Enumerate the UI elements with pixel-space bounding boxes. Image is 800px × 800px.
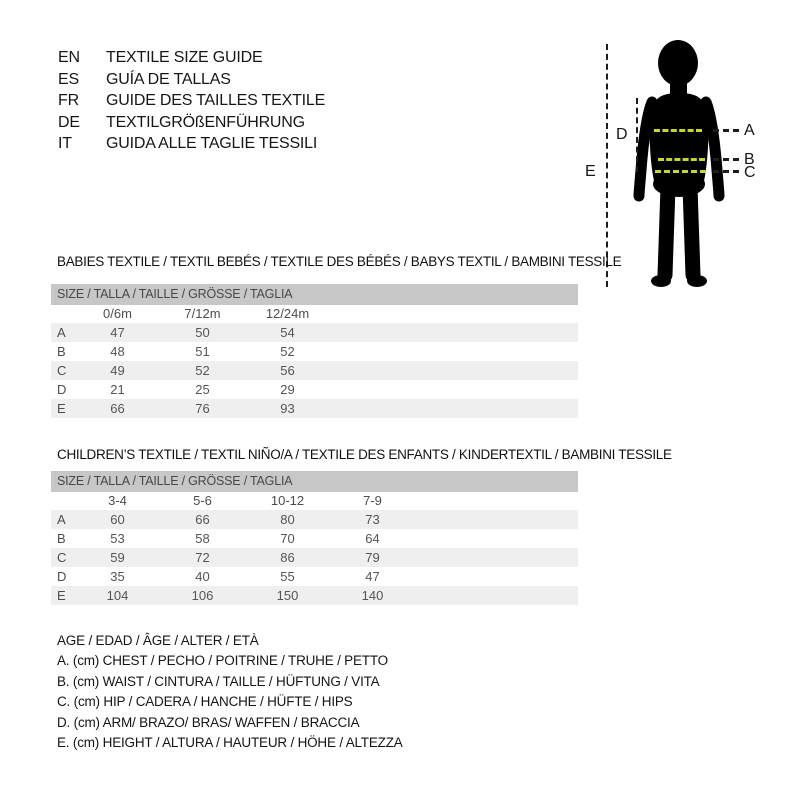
cell: 29 (280, 382, 295, 397)
legend-line-age: AGE / EDAD / ÂGE / ALTER / ETÀ (57, 633, 259, 648)
table-row (51, 361, 578, 380)
babies-size-table (51, 284, 578, 418)
cell: 53 (110, 531, 125, 546)
lang-code: ES (58, 70, 79, 88)
column-header: 7/12m (184, 306, 221, 321)
lang-code: EN (58, 49, 80, 66)
cell: 73 (365, 512, 380, 527)
table-row (51, 342, 578, 361)
cell: 52 (195, 363, 210, 378)
arm-measure-line (636, 98, 638, 172)
lang-row-es (58, 71, 325, 93)
legend-line-hip: C. (cm) HIP / CADERA / HANCHE / HÜFTE / HIPS (57, 694, 353, 710)
column-header: 3-4 (108, 493, 127, 508)
row-label: E (57, 401, 66, 416)
row-label: C (57, 550, 67, 565)
cell: 60 (110, 512, 125, 527)
lang-row-de (58, 114, 325, 136)
row-label: C (57, 363, 67, 378)
empty-cell (51, 492, 75, 510)
row-label: A (57, 512, 66, 527)
table-row (51, 548, 578, 567)
cell: 70 (280, 531, 295, 546)
column-header: 7-9 (363, 493, 382, 508)
cell: 104 (106, 588, 129, 603)
children-size-table (51, 471, 578, 605)
legend-line-waist: B. (cm) WAIST / CINTURA / TAILLE / HÜFTUNG / VITA (57, 673, 380, 689)
lang-row-fr (58, 92, 325, 114)
cell: 47 (365, 569, 380, 584)
lang-title: GUÍA DE TALLAS (106, 70, 231, 88)
height-measure-line (606, 44, 608, 287)
table-row (51, 380, 578, 399)
cell: 25 (195, 382, 210, 397)
lang-title: TEXTILGRÖßENFÜHRUNG (106, 113, 305, 131)
row-label: B (57, 531, 66, 546)
lang-code: FR (58, 92, 79, 109)
cell: 47 (110, 325, 125, 340)
legend-line-height: E. (cm) HEIGHT / ALTURA / HAUTEUR / HÖHE / ALTEZZA (57, 735, 403, 751)
cell: 86 (280, 550, 295, 565)
table-row (51, 529, 578, 548)
waist-pointer-line (713, 158, 739, 161)
cell: 51 (195, 344, 210, 359)
cell: 72 (195, 550, 210, 565)
babies-column-headers (51, 305, 578, 323)
waist-measure-line (658, 158, 705, 161)
hip-measure-line (655, 170, 706, 173)
row-label: A (57, 325, 66, 340)
label-arm-D: D (616, 126, 628, 143)
row-label: E (57, 588, 66, 603)
cell: 79 (365, 550, 380, 565)
empty-cell (51, 305, 75, 323)
table-row (51, 399, 578, 418)
cell: 40 (195, 569, 210, 584)
column-header: 12/24m (265, 306, 310, 321)
babies-size-header: SIZE / TALLA / TAILLE / GRÖSSE / TAGLIA (51, 284, 578, 305)
cell: 49 (110, 363, 125, 378)
cell: 66 (195, 512, 210, 527)
cell: 64 (365, 531, 380, 546)
cell: 56 (280, 363, 295, 378)
row-label: D (57, 569, 67, 584)
legend-line-chest: A. (cm) CHEST / PECHO / POITRINE / TRUHE / PETTO (57, 653, 388, 669)
chest-measure-line (654, 129, 702, 132)
row-label: D (57, 382, 67, 397)
table-row (51, 510, 578, 529)
child-silhouette-icon (598, 35, 758, 290)
cell: 66 (110, 401, 125, 416)
row-label: B (57, 344, 66, 359)
cell: 76 (195, 401, 210, 416)
cell: 54 (280, 325, 295, 340)
children-section-title: CHILDREN’S TEXTILE / TEXTIL NIÑO/A / TEXTILE DES ENFANTS / KINDERTEXTIL / BAMBINI TESSILE (57, 447, 672, 462)
cell: 58 (195, 531, 210, 546)
legend-line-arm: D. (cm) ARM/ BRAZO/ BRAS/ WAFFEN / BRACCIA (57, 714, 360, 730)
table-row (51, 586, 578, 605)
cell: 50 (195, 325, 210, 340)
cell: 48 (110, 344, 125, 359)
label-waist-B: B (744, 151, 755, 168)
lang-code: IT (58, 135, 72, 152)
label-hip-C: C (744, 164, 756, 181)
language-title-list (58, 49, 325, 157)
table-row (51, 323, 578, 342)
lang-row-it (58, 135, 325, 157)
cell: 150 (276, 588, 299, 603)
column-header: 10-12 (270, 493, 305, 508)
label-height-E: E (585, 163, 596, 180)
measurement-legend (57, 631, 403, 753)
cell: 55 (280, 569, 295, 584)
cell: 59 (110, 550, 125, 565)
column-header: 0/6m (103, 306, 132, 321)
lang-title: GUIDA ALLE TAGLIE TESSILI (106, 135, 318, 152)
chest-pointer-line (713, 129, 739, 132)
cell: 93 (280, 401, 295, 416)
children-size-header: SIZE / TALLA / TAILLE / GRÖSSE / TAGLIA (51, 471, 578, 492)
column-header: 5-6 (193, 493, 212, 508)
cell: 35 (110, 569, 125, 584)
babies-section-title: BABIES TEXTILE / TEXTIL BEBÉS / TEXTILE DES BÉBÉS / BABYS TEXTIL / BAMBINI TESSILE (57, 254, 622, 269)
children-column-headers (51, 492, 578, 510)
cell: 140 (361, 588, 384, 603)
hip-pointer-line (713, 170, 739, 173)
cell: 52 (280, 344, 295, 359)
cell: 80 (280, 512, 295, 527)
lang-title: TEXTILE SIZE GUIDE (106, 49, 263, 66)
label-chest-A: A (744, 122, 755, 139)
cell: 106 (191, 588, 214, 603)
lang-title: GUIDE DES TAILLES TEXTILE (106, 92, 326, 109)
lang-row-en (58, 49, 325, 71)
table-row (51, 567, 578, 586)
lang-code: DE (58, 113, 80, 131)
cell: 21 (110, 382, 125, 397)
